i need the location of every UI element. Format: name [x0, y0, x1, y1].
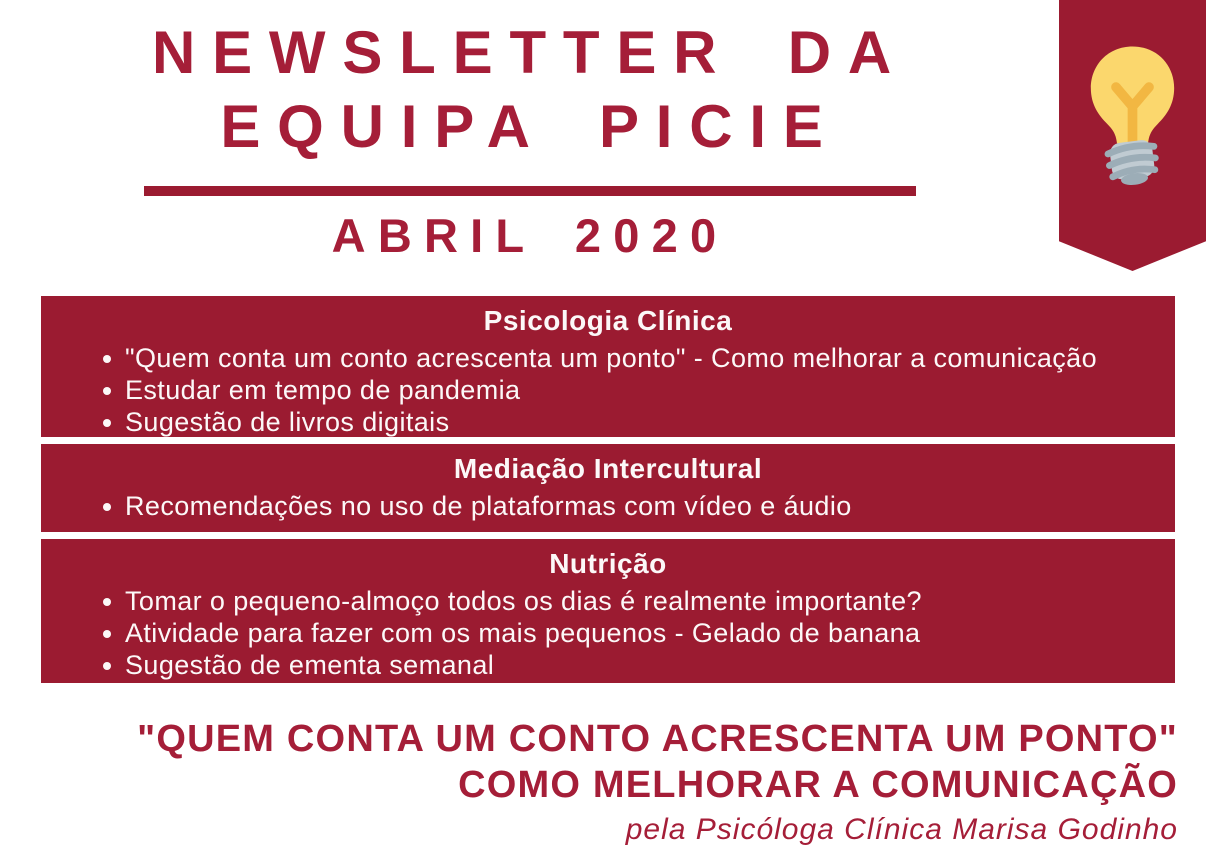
- feature-article-headline: [28, 716, 1178, 847]
- feature-byline: pela Psicóloga Clínica Marisa Godinho: [625, 813, 1178, 846]
- newsletter-title-line2: EQUIPA PICIE: [220, 93, 840, 160]
- list-item: Sugestão de livros digitais: [61, 406, 1155, 438]
- section-title: Mediação Intercultural: [453, 453, 763, 484]
- list-item: Atividade para fazer com os mais pequenos - Gelado de banana: [61, 617, 1155, 649]
- section-items: [61, 490, 1155, 522]
- title-underline: [144, 186, 916, 196]
- section-psicologia-clinica: [41, 296, 1175, 437]
- newsletter-title-line1: NEWSLETTER DA: [151, 19, 909, 86]
- topics-list: [41, 296, 1175, 690]
- list-item: Estudar em tempo de pandemia: [61, 374, 1155, 406]
- masthead: [40, 16, 1020, 262]
- section-nutricao: [41, 539, 1175, 683]
- section-title: Nutrição: [549, 548, 667, 579]
- list-item: Recomendações no uso de plataformas com vídeo e áudio: [61, 490, 1155, 522]
- section-items: [61, 342, 1155, 438]
- list-item: "Quem conta um conto acrescenta um ponto" - Como melhorar a comunicação: [61, 342, 1155, 374]
- list-item: Sugestão de ementa semanal: [61, 649, 1155, 681]
- section-mediacao-intercultural: [41, 444, 1175, 532]
- feature-heading-line1: "QUEM CONTA UM CONTO ACRESCENTA UM PONTO": [137, 718, 1178, 760]
- feature-heading-line2: COMO MELHORAR A COMUNICAÇÃO: [458, 764, 1178, 806]
- ribbon-banner: [1059, 0, 1206, 271]
- list-item: Tomar o pequeno-almoço todos os dias é realmente importante?: [61, 585, 1155, 617]
- issue-date: ABRIL 2020: [331, 209, 729, 262]
- section-items: [61, 585, 1155, 681]
- newsletter-title: [40, 16, 1020, 164]
- section-title: Psicologia Clínica: [483, 305, 733, 336]
- lightbulb-icon: [1086, 42, 1179, 202]
